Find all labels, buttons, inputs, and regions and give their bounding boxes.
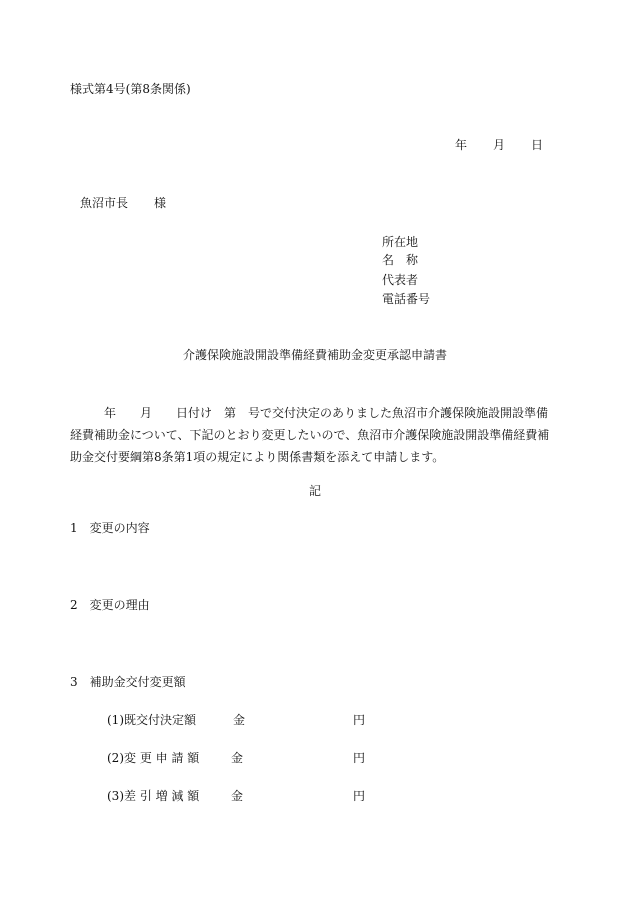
addressee-honorific: 様 — [154, 196, 167, 210]
item-change-reason: 2 変更の理由 — [70, 598, 150, 612]
ki-heading: 記 — [308, 484, 321, 498]
applicant-phone-label: 電話番号 — [382, 292, 431, 306]
amount-label: (2)変 更 申 請 額 — [107, 751, 200, 765]
item-change-content: 1 変更の内容 — [70, 521, 150, 535]
date-day: 日 — [531, 138, 544, 152]
amount-kin: 金 — [231, 751, 244, 765]
amount-en: 円 — [353, 789, 366, 803]
date-month: 月 — [493, 138, 506, 152]
date-year: 年 — [455, 138, 468, 152]
amount-kin: 金 — [231, 789, 244, 803]
body-line-1: 年 月 日付け 第 号で交付決定のありました魚沼市介護保険施設開設準備 — [104, 406, 549, 420]
amount-en: 円 — [353, 713, 366, 727]
body-line-2: 経費補助金について、下記のとおり変更したいので、魚沼市介護保険施設開設準備経費補 — [70, 428, 550, 442]
item-change-amount: 3 補助金交付変更額 — [70, 675, 186, 689]
form-number: 様式第4号(第8条関係) — [70, 82, 191, 96]
applicant-name-label: 名 称 — [382, 253, 419, 267]
amount-en: 円 — [353, 751, 366, 765]
amount-kin: 金 — [233, 713, 246, 727]
applicant-representative-label: 代表者 — [382, 273, 419, 287]
document-title — [0, 349, 630, 361]
amount-label: (3)差 引 増 減 額 — [107, 789, 200, 803]
amount-label: (1)既交付決定額 — [107, 713, 196, 727]
body-line-3: 助金交付要綱第8条第1項の規定により関係書類を添えて申請します。 — [70, 450, 445, 464]
addressee-name: 魚沼市長 — [80, 196, 129, 210]
applicant-location-label: 所在地 — [382, 235, 419, 249]
document-title-text: 介護保険施設開設準備経費補助金変更承認申請書 — [182, 348, 447, 362]
